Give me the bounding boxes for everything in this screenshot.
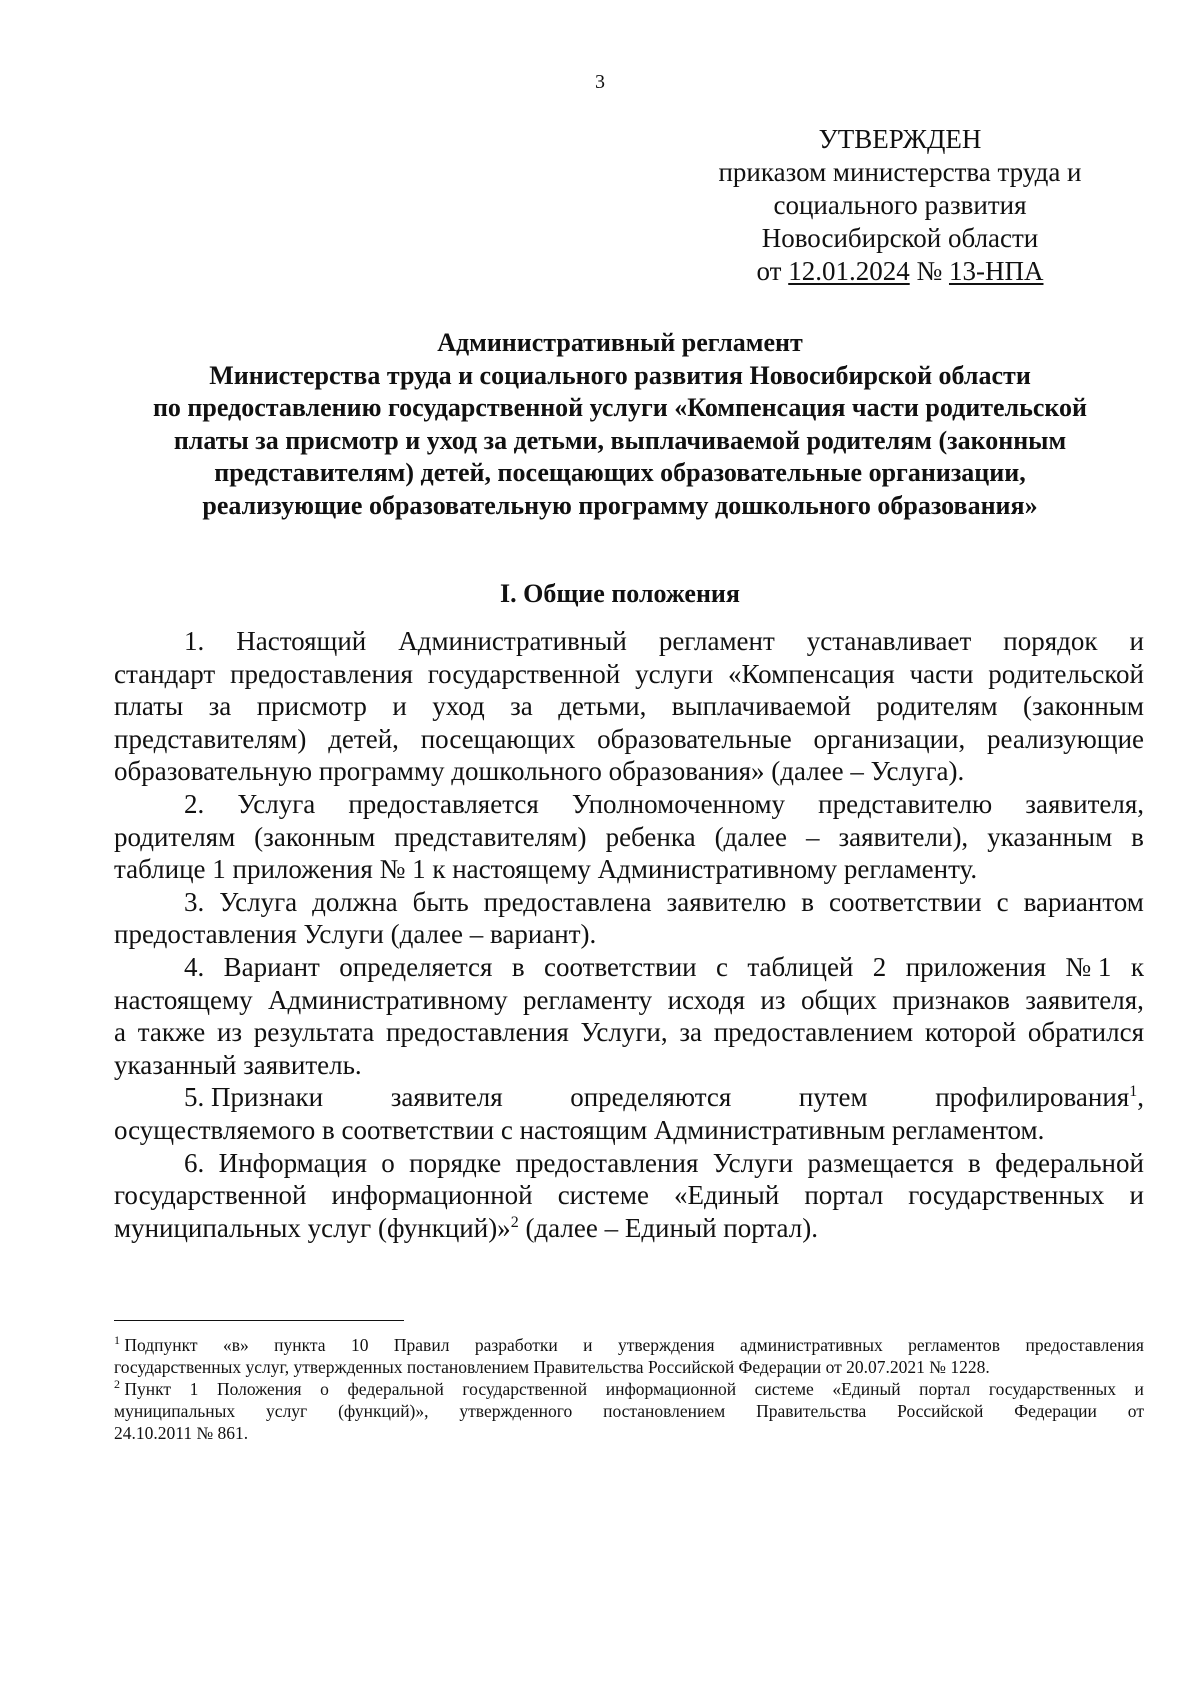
word: из <box>216 1017 243 1048</box>
word: $^1$ Подпункт <box>114 1333 198 1355</box>
word: обратился <box>1027 1017 1144 1048</box>
title-line: представителям) детей, посещающих образовательные организации, <box>214 458 1026 487</box>
word: (законным <box>254 821 376 852</box>
word: 3. <box>184 886 205 917</box>
word: порядок <box>1003 626 1098 656</box>
word: предоставлена <box>483 886 652 917</box>
order-number: 13-НПА <box>948 256 1044 286</box>
word: с <box>996 886 1009 917</box>
word: которой <box>924 1017 1017 1048</box>
word: Положения <box>216 1379 302 1399</box>
word: Правительства <box>756 1401 867 1421</box>
word: предоставлением <box>713 1017 914 1048</box>
word: Услуги <box>712 1147 794 1178</box>
word: за <box>208 691 232 722</box>
title-line: платы за присмотр и уход за детьми, выплачиваемой родителям (законным <box>173 425 1067 455</box>
section-heading: I. Общие положения <box>500 579 740 608</box>
word: заявителю <box>666 886 787 917</box>
title-line: по предоставлению государственной услуги «Компенсация части родительской <box>152 393 1088 422</box>
word: организации, <box>813 723 966 754</box>
word: реализующие <box>987 723 1144 754</box>
word: Услуга <box>237 788 316 819</box>
word: должна <box>312 886 398 917</box>
word: административных <box>740 1335 883 1355</box>
word: федеральной <box>347 1379 444 1399</box>
paragraph-line <box>114 625 1144 658</box>
paragraph-line: таблице 1 приложения № 1 к настоящему Административному регламенту. <box>114 854 978 885</box>
word: в <box>801 886 815 917</box>
paragraph-line <box>114 821 1144 854</box>
word: детей, <box>328 723 399 754</box>
word: определяются <box>570 1082 732 1113</box>
word: приложения <box>905 951 1046 982</box>
footnote-line <box>114 1334 1144 1356</box>
word: выплачиваемой <box>671 691 851 722</box>
word: о <box>381 1147 395 1178</box>
word: Российской <box>897 1401 984 1421</box>
text-span: (далее – Единый портал). <box>518 1212 818 1243</box>
word: 2. <box>184 788 205 819</box>
word: муниципальных <box>114 1401 236 1421</box>
word: (законным <box>1022 691 1144 722</box>
footnote-line: 24.10.2011 № 861. <box>114 1423 249 1443</box>
word: ребенка <box>605 821 696 852</box>
word: – <box>805 821 820 852</box>
word: за <box>679 1017 702 1048</box>
title-line: Министерства труда и социального развития Новосибирской области <box>209 360 1031 390</box>
approval-date-line <box>665 255 1135 288</box>
paragraph-line: образовательную программу дошкольного образования» (далее – Услуга). <box>114 756 965 787</box>
word: (далее <box>714 821 787 852</box>
word: «Компенсация <box>727 658 895 689</box>
footnote-line: государственных услуг, утвержденных постановлением Правительства Российской Федерации от 20.07.2021 № 1228. <box>114 1357 990 1377</box>
page-number: 3 <box>595 71 605 93</box>
footnote-ref: 2 <box>510 1213 519 1231</box>
word: также <box>137 1017 206 1048</box>
word: определяется <box>339 951 493 982</box>
word: заявители), <box>838 821 969 852</box>
word: информационной <box>331 1180 533 1211</box>
word: вариантом <box>1023 886 1144 917</box>
approval-line: Новосибирской области <box>761 223 1039 253</box>
paragraph-line <box>114 1179 1144 1212</box>
word: признаков <box>892 984 1010 1015</box>
word: таблицей <box>747 951 854 982</box>
word: платы <box>114 691 184 722</box>
footnotes <box>114 1334 1144 1444</box>
paragraph-line <box>114 788 1144 821</box>
text-span: муниципальных услуг (функций)» <box>114 1212 511 1243</box>
word: государственной <box>114 1180 307 1211</box>
word: быть <box>412 886 469 917</box>
word: постановлением <box>603 1401 726 1421</box>
word: от <box>1127 1401 1144 1421</box>
word: устанавливает <box>806 626 972 656</box>
word: 6. <box>184 1147 205 1178</box>
word: системе <box>754 1379 814 1399</box>
document-title <box>100 327 1140 522</box>
paragraph-line: предоставления Услуги (далее – вариант). <box>114 919 597 950</box>
word: государственной <box>462 1379 588 1399</box>
paragraph-line <box>114 723 1144 756</box>
word: заявителя, <box>1025 984 1144 1015</box>
footnote-separator <box>114 1320 404 1321</box>
word: Правил <box>393 1335 450 1355</box>
paragraph-line <box>114 951 1144 984</box>
paragraph-line <box>114 1212 1144 1245</box>
word: № 1 <box>1065 951 1112 982</box>
date-prefix: от <box>756 256 782 286</box>
word: государственных <box>988 1379 1116 1399</box>
word: соответствии <box>544 951 697 982</box>
word: предоставляется <box>348 788 539 819</box>
word: с <box>716 951 728 982</box>
footnote-ref: 1 <box>1129 1083 1138 1101</box>
word: портал <box>919 1379 971 1399</box>
word: за <box>510 691 533 722</box>
word: уход <box>432 691 485 722</box>
word: $^2$ Пункт <box>114 1377 172 1399</box>
word: присмотр <box>256 691 367 722</box>
word: разработки <box>474 1335 558 1355</box>
word: и <box>1129 626 1144 656</box>
word: а <box>114 1017 126 1048</box>
paragraph-line <box>114 690 1144 723</box>
word: Услуги, <box>580 1017 668 1048</box>
word: Услуга <box>219 886 298 917</box>
paragraph-line: осуществляемого в соответствии с настоящим Административным регламентом. <box>114 1114 1045 1145</box>
word: государственной <box>427 658 621 689</box>
word: посещающих <box>420 723 576 754</box>
word: порядке <box>409 1147 502 1178</box>
word: предоставления <box>515 1147 699 1178</box>
word: Административный <box>398 626 627 656</box>
word: 10 <box>350 1335 369 1355</box>
footnote-mark: 2 <box>114 1377 120 1392</box>
paragraph-line <box>114 1147 1144 1180</box>
word: предоставления <box>1025 1335 1144 1355</box>
approval-date: 12.01.2024 <box>788 256 910 286</box>
word: услуг <box>266 1401 308 1421</box>
word: федеральной <box>995 1147 1144 1178</box>
word: соответствии <box>829 886 982 917</box>
footnote-line <box>114 1400 1144 1422</box>
word: родителям <box>114 821 236 852</box>
word: заявителя <box>390 1082 503 1113</box>
paragraph-line <box>114 1081 1144 1114</box>
word: образовательные <box>597 723 792 754</box>
word: и <box>1134 1379 1144 1399</box>
word: и <box>392 691 407 722</box>
word: из <box>760 984 786 1015</box>
word: в <box>1131 821 1144 852</box>
word: родителям <box>876 691 998 722</box>
word: Вариант <box>223 951 320 982</box>
paragraph-line <box>114 1016 1144 1049</box>
word: утвержденного <box>459 1401 573 1421</box>
word: Федерации <box>1014 1401 1097 1421</box>
word: 5. Признаки <box>184 1082 324 1113</box>
word: системе <box>557 1180 649 1211</box>
word: о <box>320 1379 329 1399</box>
word: представителю <box>818 788 993 819</box>
word: регламентов <box>908 1335 1001 1355</box>
approval-line: приказом министерства труда и <box>718 157 1082 187</box>
word: «Единый <box>832 1379 901 1399</box>
word: размещается <box>807 1147 954 1178</box>
word: «Единый <box>674 1180 780 1211</box>
word: «в» <box>222 1335 249 1355</box>
paragraph-line <box>114 984 1144 1017</box>
word: в <box>968 1147 981 1178</box>
body-text <box>114 625 1144 1244</box>
word: родительской <box>988 658 1144 689</box>
title-line: реализующие образовательную программу дошкольного образования» <box>202 490 1038 520</box>
paragraph-line <box>114 658 1144 691</box>
word: общих <box>800 984 877 1015</box>
word: (функций)», <box>338 1401 429 1421</box>
word: предоставления <box>386 1017 569 1048</box>
word: указанным <box>987 821 1113 852</box>
word: информационной <box>605 1379 737 1399</box>
word: и <box>583 1335 593 1355</box>
word: предоставления <box>230 658 413 689</box>
word: Информация <box>218 1147 367 1178</box>
word: портал <box>804 1180 884 1211</box>
word: части <box>909 658 974 689</box>
word: 2 <box>872 951 887 982</box>
word: стандарт <box>114 658 216 689</box>
word: утверждения <box>617 1335 715 1355</box>
word: настоящему <box>114 984 253 1015</box>
word: государственных <box>908 1180 1105 1211</box>
footnote-line <box>114 1378 1144 1400</box>
approval-line: социального развития <box>773 190 1027 220</box>
word: Настоящий <box>236 626 367 656</box>
word: регламент <box>658 626 775 656</box>
number-sign: № <box>916 256 943 286</box>
word: услуги <box>635 658 714 689</box>
word: результата <box>253 1017 375 1048</box>
word: регламенту <box>523 984 653 1015</box>
word: путем <box>798 1082 868 1113</box>
word: 1. <box>184 626 205 656</box>
word: представителям) <box>114 723 307 754</box>
paragraph-line: указанный заявитель. <box>114 1049 362 1080</box>
word: пункта <box>274 1335 326 1355</box>
word: исходя <box>667 984 745 1015</box>
word: 4. <box>184 951 205 982</box>
word: и <box>1129 1180 1144 1211</box>
word: представителям) <box>394 821 587 852</box>
approval-heading: УТВЕРЖДЕН <box>818 124 982 154</box>
word: Административному <box>268 984 508 1015</box>
word: Уполномоченному <box>571 788 786 819</box>
word: к <box>1130 951 1144 982</box>
word: профилирования$^1$, <box>935 1082 1144 1113</box>
word: заявителя, <box>1025 788 1144 819</box>
word: детьми, <box>558 691 647 722</box>
word: в <box>511 951 525 982</box>
approval-block <box>665 123 1135 288</box>
footnote-mark: 1 <box>114 1333 120 1348</box>
title-line: Административный регламент <box>437 328 803 357</box>
paragraph-line <box>114 886 1144 919</box>
word: 1 <box>189 1379 199 1399</box>
